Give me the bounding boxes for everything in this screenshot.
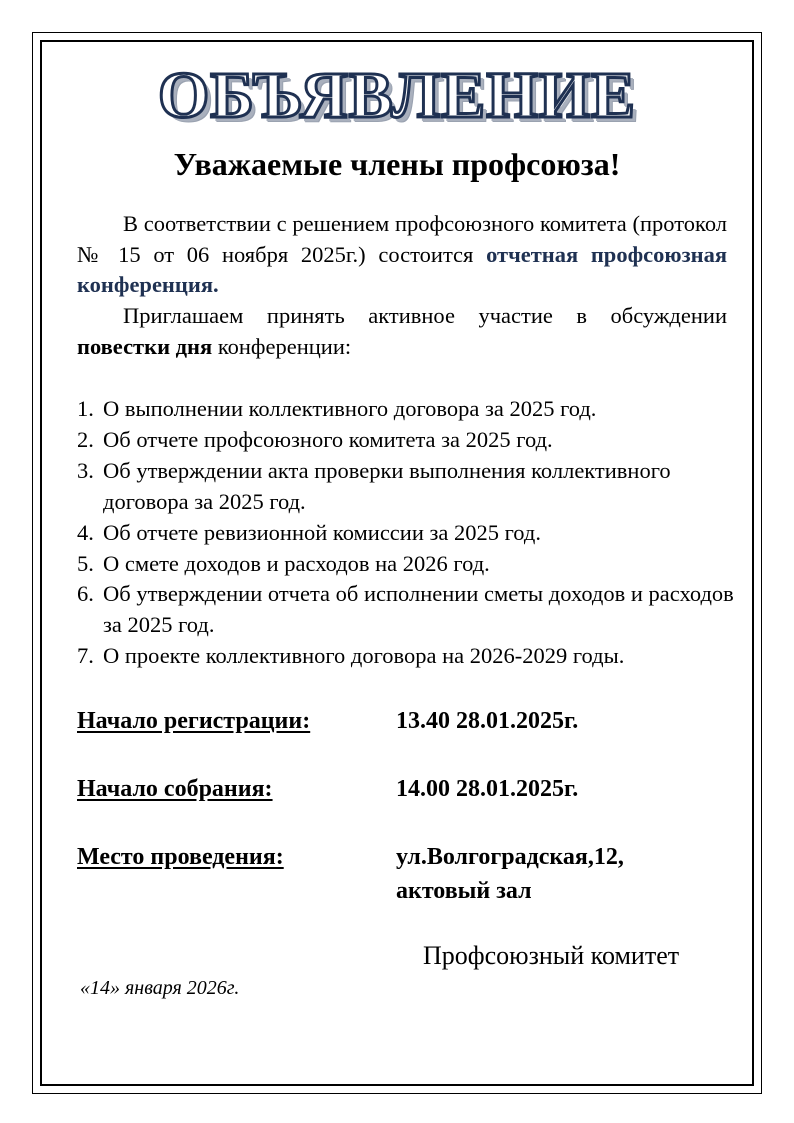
- venue-room: актовый зал: [396, 878, 532, 904]
- agenda-item-text: О проекте коллективного договора на 2026-2029 годы.: [103, 643, 625, 669]
- venue-address: ул.Волгоградская,12,: [396, 844, 624, 870]
- meeting-start-label: Начало собрания:: [77, 776, 273, 802]
- announcement-date: «14» января 2026г.: [80, 977, 240, 999]
- agenda-item-text: О смете доходов и расходов на 2026 год.: [103, 550, 490, 576]
- agenda-item-number: 3.: [77, 457, 94, 483]
- agenda-item: [77, 518, 737, 549]
- agenda-item-text: Об отчете профсоюзного комитета за 2025 год.: [103, 426, 553, 452]
- agenda-item-text: Об утверждении акта проверки выполнения коллективного договора за 2025 год.: [103, 457, 671, 514]
- intro-paragraph: [77, 209, 727, 301]
- registration-value: 13.40 28.01.2025г.: [396, 708, 579, 734]
- agenda-item: [77, 425, 737, 456]
- agenda-item-number: 6.: [77, 581, 94, 607]
- signature: Профсоюзный комитет: [423, 941, 680, 970]
- conference-highlight: отчетная профсоюзная конференция.: [77, 241, 727, 297]
- agenda-item-text: О выполнении коллективного договора за 2025 год.: [103, 396, 597, 421]
- agenda-item: [77, 394, 737, 425]
- registration-label: Начало регистрации:: [77, 708, 311, 734]
- invitation-text-end: конференции:: [212, 333, 352, 359]
- agenda-item: [77, 549, 737, 580]
- intro-text: В соответствии с решением профсоюзного комитета (протокол № 15 от 06 ноября 2025г.) состоится: [77, 211, 727, 267]
- greeting-heading: Уважаемые члены профсоюза!: [173, 146, 621, 182]
- agenda-item-number: 7.: [77, 643, 94, 669]
- agenda-item-text: Об утверждении отчета об исполнении сметы доходов и расходов за 2025 год.: [103, 581, 734, 638]
- agenda-item-text: Об отчете ревизионной комиссии за 2025 год.: [103, 519, 541, 545]
- agenda-item-number: 2.: [77, 426, 94, 452]
- venue-label: Место проведения:: [77, 844, 284, 870]
- agenda-item-number: 5.: [77, 550, 94, 576]
- agenda-item: [77, 641, 737, 672]
- venue-value: [396, 840, 736, 908]
- invitation-paragraph: [77, 301, 727, 362]
- agenda-item-number: 4.: [77, 519, 94, 545]
- agenda-list: [77, 394, 737, 672]
- meeting-start-value: 14.00 28.01.2025г.: [396, 776, 579, 802]
- agenda-item: [77, 456, 737, 518]
- agenda-item: [77, 579, 737, 641]
- agenda-bold-phrase: повестки дня: [77, 333, 213, 359]
- announcement-title: ОБЪЯВЛЕНИЕ: [157, 59, 637, 132]
- invitation-text-start: Приглашаем принять активное участие в обсуждении: [123, 303, 727, 328]
- agenda-item-number: 1.: [77, 396, 94, 421]
